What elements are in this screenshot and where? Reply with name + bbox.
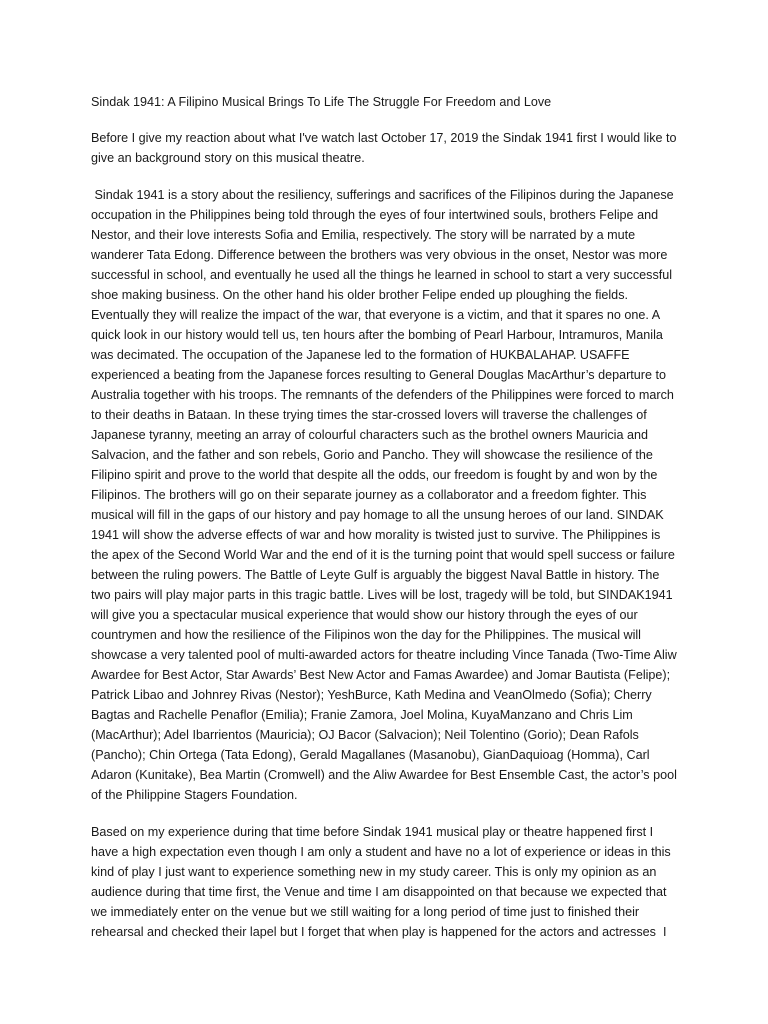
paragraph-intro: Before I give my reaction about what I've watch last October 17, 2019 the Sindak 1941 first I would like to give an background story on this musical theatre. [91, 131, 681, 165]
document-title: Sindak 1941: A Filipino Musical Brings To Life The Struggle For Freedom and Love [91, 95, 552, 109]
document-body [91, 92, 681, 959]
paragraph-experience: Based on my experience during that time before Sindak 1941 musical play or theatre happened first I have a high expectation even though I am only a student and have no a lot of experience or ideas in this kind of play I just want to experience something new in my study career. This is only my opinion as an audience during that time first, the Venue and time I am disappointed on that because we expected that we immediately enter on the venue but we still waiting for a long period of time just to finished their rehearsal and checked their lapel but I forget that when play is happened for the actors and actresses I [91, 825, 675, 939]
paragraph-background-story: Sindak 1941 is a story about the resiliency, sufferings and sacrifices of the Filipinos during the Japanese occupation in the Philippines being told through the eyes of four intertwined souls, brothers Felipe and Nestor, and their love interests Sofia and Emilia, respectively. The story will be narrated by a mute wanderer Tata Edong. Difference between the brothers was very obvious in the onset, Nestor was more successful in school, and eventually he used all the things he learned in school to start a very successful shoe making business. On the other hand his older brother Felipe ended up ploughing the fields. Eventually they will realize the impact of the war, that everyone is a victim, and that it spares no one. A quick look in our history would tell us, ten hours after the bombing of Pearl Harbour, Intramuros, Manila was decimated. The occupation of the Japanese led to the formation of HUKBALAHAP. USAFFE experienced a beating from the Japanese forces resulting to General Douglas MacArthur’s departure to Australia together with his troops. The remnants of the defenders of the Philippines were forced to march to their deaths in Bataan. In these trying times the star-crossed lovers will traverse the challenges of Japanese tyranny, meeting an array of colourful characters such as the brothel owners Mauricia and Salvacion, and the father and son rebels, Gorio and Pancho. They will showcase the resilience of the Filipino spirit and prove to the world that despite all the odds, our freedom is fought by and won by the Filipinos. The brothers will go on their separate journey as a collaborator and a freedom fighter. This musical will fill in the gaps of our history and pay homage to all the unsung heroes of our land. SINDAK 1941 will show the adverse effects of war and how morality is twisted just to survive. The Philippines is the apex of the Second World War and the end of it is the turning point that would spell success or failure between the ruling powers. The Battle of Leyte Gulf is arguably the biggest Naval Battle in history. The two pairs will play major parts in this tragic battle. Lives will be lost, tragedy will be told, but SINDAK1941 will give you a spectacular musical experience that would show our history through the eyes of our countrymen and how the resilience of the Filipinos won the day for the Philippines. The musical will showcase a very talented pool of multi-awarded actors for theatre including Vince Tanada (Two-Time Aliw Awardee for Best Actor, Star Awards’ Best New Actor and Famas Awardee) and Jomar Bautista (Felipe); Patrick Libao and Johnrey Rivas (Nestor); YeshBurce, Kath Medina and VeanOlmedo (Sofia); Cherry Bagtas and Rachelle Penaflor (Emilia); Franie Zamora, Joel Molina, KuyaManzano and Chris Lim (MacArthur); Adel Ibarrientos (Mauricia); OJ Bacor (Salvacion); Neil Tolentino (Gorio); Dean Rafols (Pancho); Chin Ortega (Tata Edong), Gerald Magallanes (Masanobu), GianDaquioag (Homma), Carl Adaron (Kunitake), Bea Martin (Cromwell) and the Aliw Awardee for Best Ensemble Cast, the actor’s pool of the Philippine Stagers Foundation. [91, 188, 681, 802]
